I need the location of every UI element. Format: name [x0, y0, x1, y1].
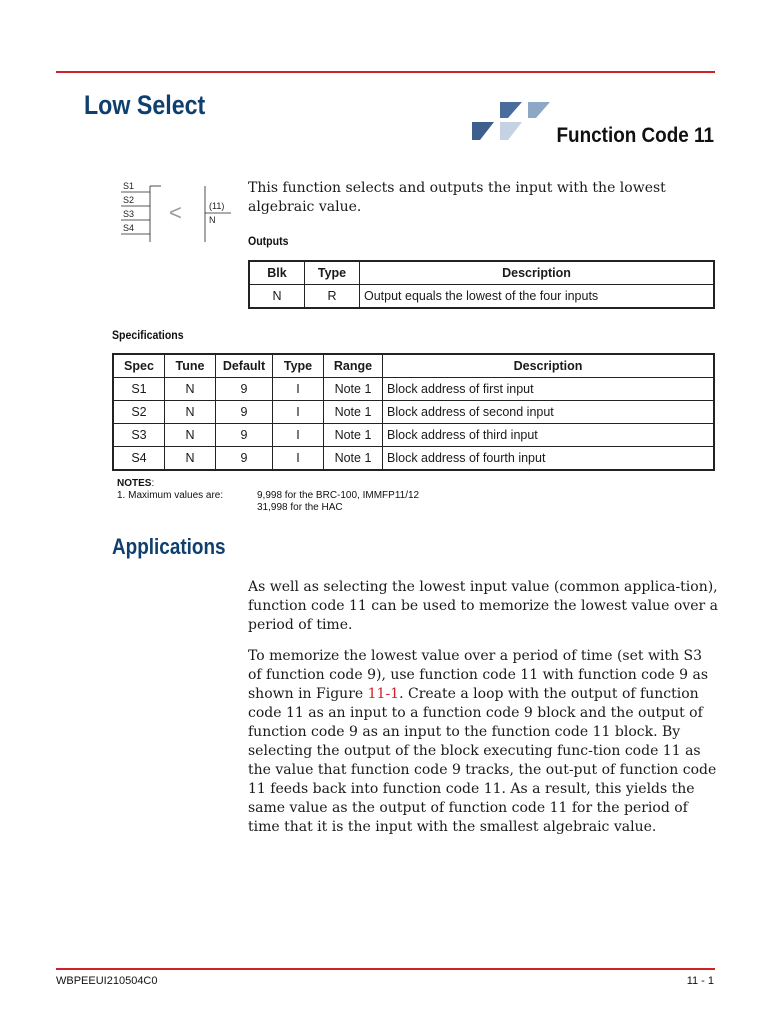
table-cell: Note 1	[324, 401, 383, 424]
column-header: Default	[216, 354, 273, 378]
table-cell: Note 1	[324, 447, 383, 471]
outputs-table	[248, 260, 715, 309]
table-cell: 9	[216, 447, 273, 471]
footer-page-number: 11 - 1	[686, 975, 714, 987]
table-cell: I	[273, 378, 324, 401]
column-header: Description	[383, 354, 715, 378]
header-rule	[56, 71, 715, 73]
paragraph-text: . Create a loop with the output of function code 11 as an input to a function code 9 block and the output of function code 9 as an input to the function code 11 block. By selecting the output of the block executing func-tion code 11 as the value that function code 9 tracks, the out-put of function code 11 feeds back into function code 11. As a result, this yields the same value as the output of function code 11 for the period of time that it is the input with the smallest algebraic value.	[248, 686, 717, 835]
table-row	[113, 401, 714, 424]
table-cell: S4	[113, 447, 165, 471]
table-cell: I	[273, 401, 324, 424]
column-header: Range	[324, 354, 383, 378]
figure-reference-link[interactable]: 11-1	[367, 686, 400, 702]
applications-heading: Applications	[112, 534, 226, 559]
column-header: Type	[273, 354, 324, 378]
block-diagram	[121, 180, 246, 244]
table-cell: Block address of second input	[383, 401, 715, 424]
table-row	[113, 447, 714, 471]
function-code-logo-icon	[470, 98, 560, 144]
table-cell: 9	[216, 401, 273, 424]
column-header: Spec	[113, 354, 165, 378]
table-row	[113, 378, 714, 401]
notes-block: NOTES: 1. Maximum values are: 9,998 for the BRC-100, IMMFP11/12 31,998 for the HAC	[117, 478, 420, 513]
footer-doc-id: WBPEEUI210504C0	[56, 975, 158, 987]
output-label: N	[209, 215, 216, 225]
table-cell: I	[273, 447, 324, 471]
table-cell: Note 1	[324, 424, 383, 447]
table-cell: Output equals the lowest of the four inputs	[360, 285, 715, 309]
paragraph-text: To memorize the lowest value over a period of time (set with S3 of function code 9), use function code 11 with function code 9 as shown in Figure	[248, 648, 709, 702]
table-cell: Note 1	[324, 378, 383, 401]
table-row	[249, 285, 714, 309]
table-cell: I	[273, 424, 324, 447]
output-address: (11)	[209, 201, 225, 211]
table-cell: 9	[216, 424, 273, 447]
column-header: Type	[305, 261, 360, 285]
outputs-heading: Outputs	[248, 234, 289, 248]
intro-paragraph: This function selects and outputs the input with the lowest algebraic value.	[248, 180, 666, 215]
table-cell: S3	[113, 424, 165, 447]
table-cell: N	[165, 401, 216, 424]
table-cell: Block address of first input	[383, 378, 715, 401]
notes-value-2: 31,998 for the HAC	[257, 502, 343, 513]
table-header-row	[113, 354, 714, 378]
table-cell: S2	[113, 401, 165, 424]
table-header-row	[249, 261, 714, 285]
table-row	[113, 424, 714, 447]
input-label-s4: S4	[123, 223, 135, 233]
page-title: Low Select	[84, 90, 206, 120]
table-cell: Block address of fourth input	[383, 447, 715, 471]
table-cell: N	[249, 285, 305, 309]
table-cell: 9	[216, 378, 273, 401]
input-label-s2: S2	[123, 195, 135, 205]
footer-rule	[56, 968, 715, 970]
table-cell: R	[305, 285, 360, 309]
function-code-label: Function Code 11	[556, 124, 714, 147]
applications-paragraph-1: As well as selecting the lowest input value (common applica-tion), function code 11 can be used to memorize the lowest value over a period of time.	[248, 579, 718, 633]
notes-heading: NOTES	[117, 478, 152, 489]
input-label-s3: S3	[123, 209, 135, 219]
applications-paragraph-2	[248, 647, 718, 837]
table-cell: N	[165, 447, 216, 471]
column-header: Description	[360, 261, 715, 285]
specifications-table	[112, 353, 715, 471]
notes-value-1: 9,998 for the BRC-100, IMMFP11/12	[257, 490, 420, 501]
column-header: Blk	[249, 261, 305, 285]
low-select-symbol: <	[169, 200, 182, 225]
notes-item-label: 1. Maximum values are:	[117, 490, 224, 501]
specifications-heading: Specifications	[112, 328, 184, 342]
table-cell: N	[165, 424, 216, 447]
input-label-s1: S1	[123, 181, 135, 191]
table-cell: N	[165, 378, 216, 401]
table-cell: Block address of third input	[383, 424, 715, 447]
table-cell: S1	[113, 378, 165, 401]
column-header: Tune	[165, 354, 216, 378]
